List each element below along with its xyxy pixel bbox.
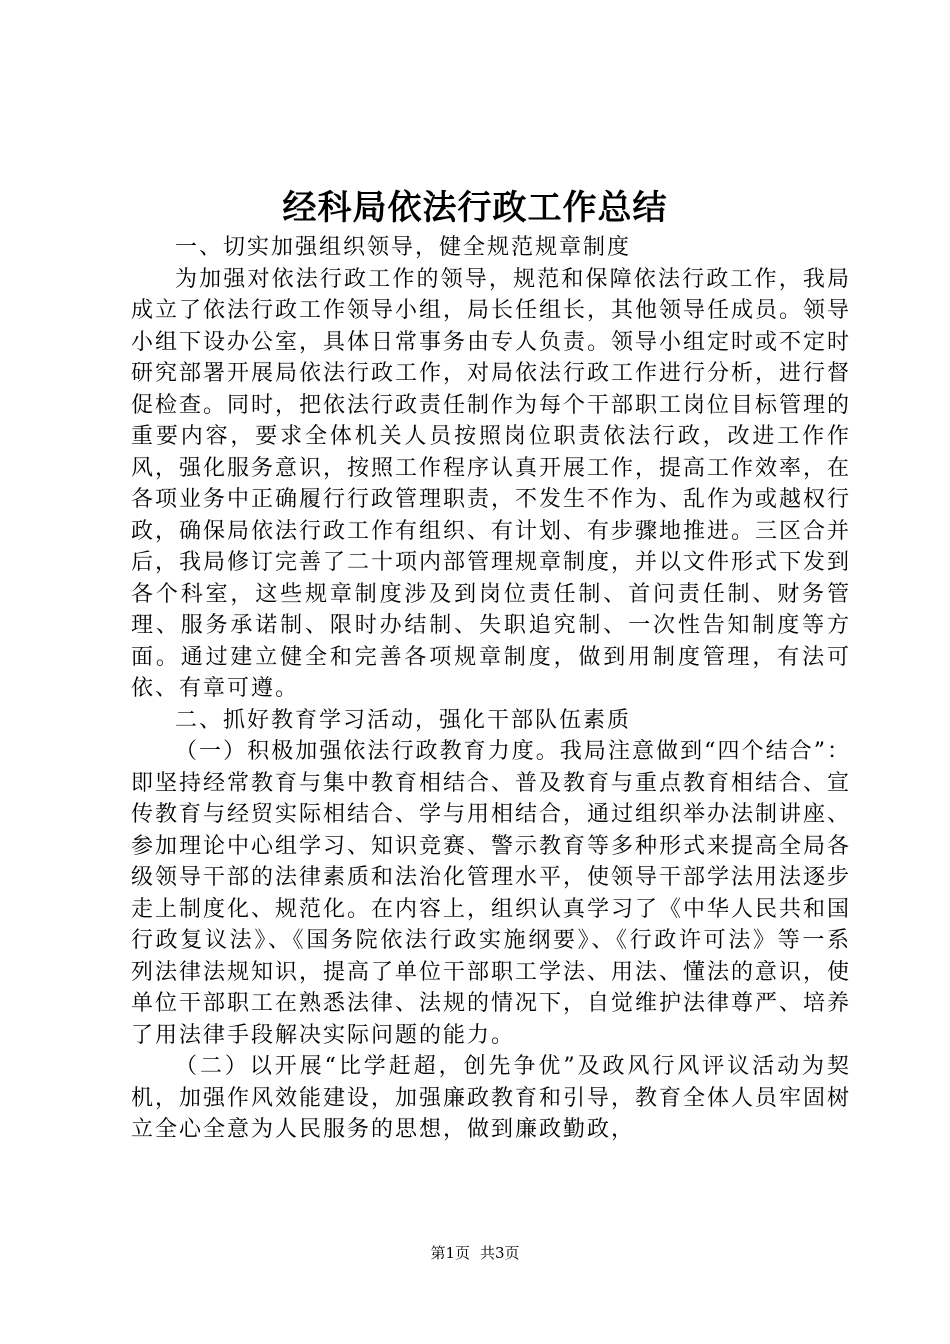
paragraph-1: 为加强对依法行政工作的领导，规范和保障依法行政工作，我局成立了依法行政工作领导小组，局长任组长，其他领导任成员。领导小组下设办公室，具体日常事务由专人负责。领导小组定时或不定时研究部署开展局依法行政工作，对局依法行政工作进行分析，进行督促检查。同时，把依法行政责任制作为每个干部职工岗位目标管理的重要内容，要求全体机关人员按照岗位职责依法行政，改进工作作风，强化服务意识，按照工作程序认真开展工作，提高工作效率，在各项业务中正确履行行政管理职责，不发生不作为、乱作为或越权行政，确保局依法行政工作有组织、有计划、有步骤地推进。三区合并后，我局修订完善了二十项内部管理规章制度，并以文件形式下发到各个科室，这些规章制度涉及到岗位责任制、首问责任制、财务管理、服务承诺制、限时办结制、失职追究制、一次性告知制度等方面。通过建立健全和完善各项规章制度，做到用制度管理，有法可依、有章可遵。 xyxy=(131,266,852,701)
paragraph-3: （二）以开展“比学赶超，创先争优”及政风行风评议活动为契机，加强作风效能建设，加强廉政教育和引导，教育全体人员牢固树立全心全意为人民服务的思想，做到廉政勤政， xyxy=(131,1054,852,1142)
section-heading-1: 一、切实加强组织领导，健全规范规章制度 xyxy=(175,235,632,260)
document-body xyxy=(131,232,851,1146)
document-title: 经科局依法行政工作总结 xyxy=(282,188,668,228)
section-heading-2: 二、抓好教育学习活动，强化干部队伍素质 xyxy=(175,707,632,733)
page-footer xyxy=(0,1243,950,1263)
paragraph-2: （一）积极加强依法行政教育力度。我局注意做到“四个结合”：即坚持经常教育与集中教育相结合、普及教育与重点教育相结合、宣传教育与经贸实际相结合、学与用相结合，通过组织举办法制讲座、参加理论中心组学习、知识竞赛、警示教育等多种形式来提高全局各级领导干部的法律素质和法治化管理水平，使领导干部学法用法逐步走上制度化、规范化。在内容上，组织认真学习了《中华人民共和国行政复议法》、《国务院依法行政实施纲要》、《行政许可法》等一系列法律法规知识，提高了单位干部职工学法、用法、懂法的意识，使单位干部职工在熟悉法律、法规的情况下，自觉维护法律尊严、培养了用法律手段解决实际问题的能力。 xyxy=(131,739,852,1048)
page-total: 共3页 xyxy=(480,1244,520,1262)
page-number: 第1页 xyxy=(430,1244,470,1262)
